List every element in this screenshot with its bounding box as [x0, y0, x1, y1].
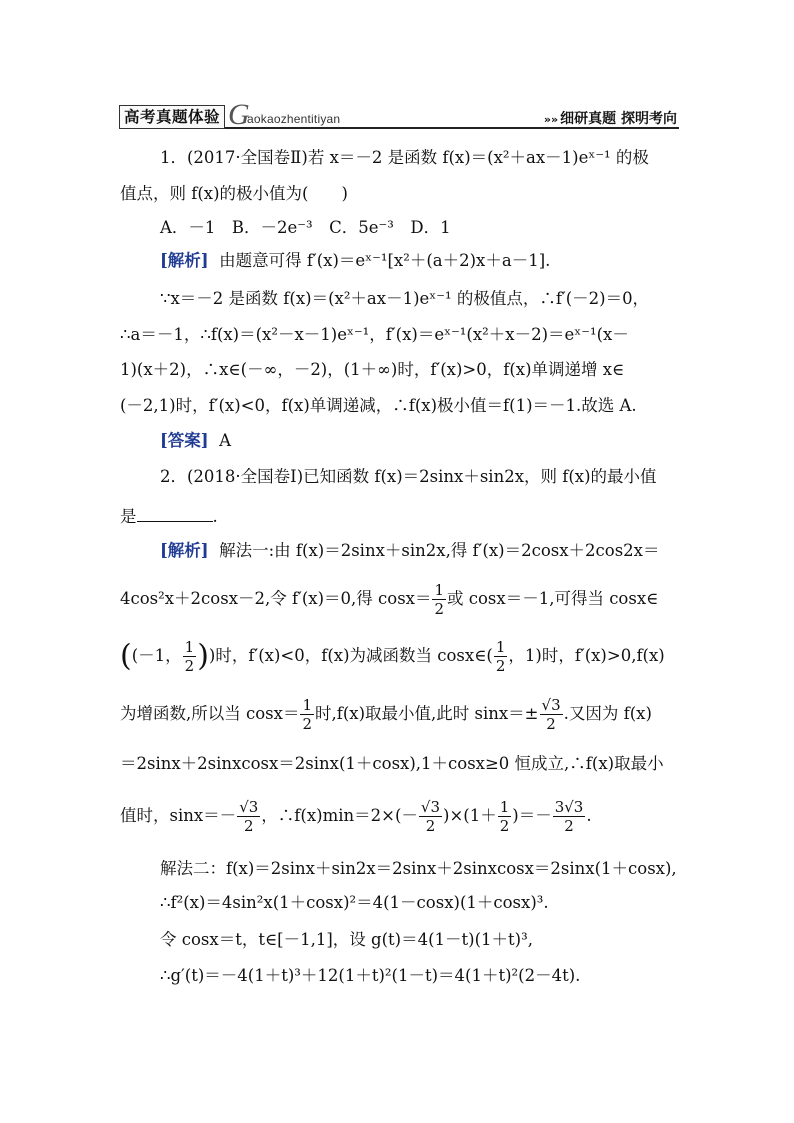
fraction-half	[498, 798, 512, 835]
answer-blank	[137, 503, 213, 522]
solution-1-line-2: ∵x＝－2 是函数 f(x)＝(x²＋ax－1)eˣ⁻¹ 的极值点，∴f′(－2)＝0，	[160, 289, 650, 308]
header-pinyin: aokaozhentitiyan	[247, 112, 341, 126]
interval-text: )时，f′(x)<0，f(x)为减函数当 cosx∈(	[208, 646, 493, 665]
frac-den: 2	[434, 600, 445, 618]
frac-den: 2	[425, 817, 436, 835]
fraction-half	[300, 696, 314, 733]
frac-num: 1	[499, 798, 510, 816]
method-1-text-b: 或 cosx＝－1,可得当 cosx∈	[447, 589, 659, 608]
frac-den: 2	[243, 817, 254, 835]
frac-den: 2	[184, 657, 195, 675]
problem-2-stem-cont	[120, 503, 680, 529]
min-value-end: .	[586, 806, 592, 825]
method-2-line-3: 令 cosx＝t，t∈[－1,1]，设 g(t)＝4(1－t)(1＋t)³,	[160, 930, 533, 949]
fraction-sqrt3-over-2	[540, 696, 563, 733]
frac-num: 1	[434, 581, 445, 599]
header-subtitle-text: 细研真题 探明考向	[560, 111, 677, 127]
frac-num: 3√3	[554, 798, 584, 816]
fraction-sqrt3-over-2	[419, 798, 442, 835]
solution-1-line-1	[160, 249, 720, 273]
fraction-half	[183, 638, 197, 675]
analysis-tag-2: [解析]	[160, 541, 209, 560]
header-subtitle	[544, 108, 677, 128]
frac-den: 2	[302, 715, 312, 733]
solution-2-line-4	[120, 690, 680, 738]
min-value-d: )＝－	[512, 806, 552, 825]
solution-2-line-6	[120, 790, 680, 842]
solution-2-line-2	[120, 575, 680, 623]
answer-1-value: A	[219, 431, 232, 450]
method-1-start: 解法一:由 f(x)＝2sinx＋sin2x,得 f′(x)＝2cosx＋2cos2x＝	[219, 541, 660, 560]
frac-den: 2	[564, 817, 574, 835]
frac-num: 1	[184, 638, 195, 656]
min-value-c: )×(1＋	[443, 806, 497, 825]
method-2-line-2: ∴f²(x)＝4sin²x(1＋cosx)²＝4(1－cosx)(1＋cosx)³.	[160, 893, 549, 912]
problem-2-stem: 2．(2018·全国卷Ⅰ)已知函数 f(x)＝2sinx＋sin2x，则 f(x)的最小值	[160, 467, 657, 486]
problem-1-stem-cont: 值点，则 f(x)的极小值为( )	[120, 184, 348, 203]
section-header	[119, 98, 679, 131]
header-logo-letter: G	[228, 98, 250, 131]
frac-den: 2	[495, 657, 506, 675]
method-1-text-e: .又因为 f(x)	[563, 704, 652, 723]
frac-den: 2	[546, 715, 556, 733]
fraction-half	[432, 581, 446, 618]
min-value-b: ，∴f(x)min＝2×(－	[261, 806, 418, 825]
method-2-line-4: ∴g′(t)＝－4(1＋t)³＋12(1＋t)²(1－t)＝4(1＋t)²(2－4t).	[160, 966, 581, 985]
answer-1	[160, 429, 720, 453]
method-1-text-a: 4cos²x＋2cosx－2,令 f′(x)＝0,得 cosx＝	[120, 589, 432, 608]
problem-1-stem: 1．(2017·全国卷Ⅱ)若 x＝－2 是函数 f(x)＝(x²＋ax－1)eˣ⁻¹ 的极	[160, 148, 649, 167]
solution-1-line-5: (－2,1)时，f′(x)<0，f(x)单调递减，∴f(x)极小值＝f(1)＝－1.故选 A.	[120, 396, 637, 415]
frac-num: 1	[495, 638, 506, 656]
solution-1-line-4: 1)(x＋2)，∴x∈(－∞，－2)，(1＋∞)时，f′(x)>0，f(x)单调递增 x∈	[120, 360, 625, 379]
fraction-sqrt3-over-2	[237, 798, 260, 835]
problem-1-options: A．－1 B．－2e⁻³ C．5e⁻³ D．1	[160, 218, 451, 237]
solution-2-line-5: ＝2sinx＋2sinxcosx＝2sinx(1＋cosx),1＋cosx≥0 恒成立,∴f(x)取最小	[120, 754, 664, 773]
double-chevron-icon: »»	[543, 113, 559, 126]
method-2-line-1: 解法二：f(x)＝2sinx＋sin2x＝2sinx＋2sinxcosx＝2sinx(1＋cosx),	[160, 859, 677, 878]
problem-2-is: 是	[120, 507, 137, 526]
method-1-text-d: 时,f(x)取最小值,此时 sinx＝±	[314, 704, 539, 723]
period: .	[212, 507, 218, 526]
solution-2-line-3: ((－1， $\frac{1}{2}$ ))时，f′(x)<0，f(x)为减函数当 cosx∈( $\frac{1}{2}$ ，1)时，f′(x)>0,f(x)	[120, 638, 665, 675]
frac-num: 1	[302, 696, 312, 714]
frac-num: √3	[239, 798, 259, 816]
min-value-a: 值时，sinx＝－	[120, 806, 237, 825]
interval-text-b: ，1)时，f′(x)>0,f(x)	[508, 646, 665, 665]
header-title: 高考真题体验	[119, 105, 225, 129]
frac-num: √3	[420, 798, 441, 816]
fraction-3sqrt3-over-2	[553, 798, 586, 835]
frac-num: √3	[541, 696, 561, 714]
interval-a: (－1，	[131, 646, 182, 665]
solution-1-line-3: ∴a＝－1，∴f(x)＝(x²－x－1)eˣ⁻¹，f′(x)＝eˣ⁻¹(x²＋x－2)＝eˣ⁻¹(x－	[120, 325, 629, 344]
analysis-tag: [解析]	[160, 251, 209, 270]
frac-den: 2	[499, 817, 510, 835]
solution-1-text: 由题意可得 f′(x)＝eˣ⁻¹[x²＋(a＋2)x＋a－1].	[219, 251, 551, 270]
answer-tag: [答案]	[160, 431, 209, 450]
method-1-text-c: 为增函数,所以当 cosx＝	[120, 704, 300, 723]
solution-2-line-1	[160, 539, 720, 563]
fraction-half	[494, 638, 508, 675]
